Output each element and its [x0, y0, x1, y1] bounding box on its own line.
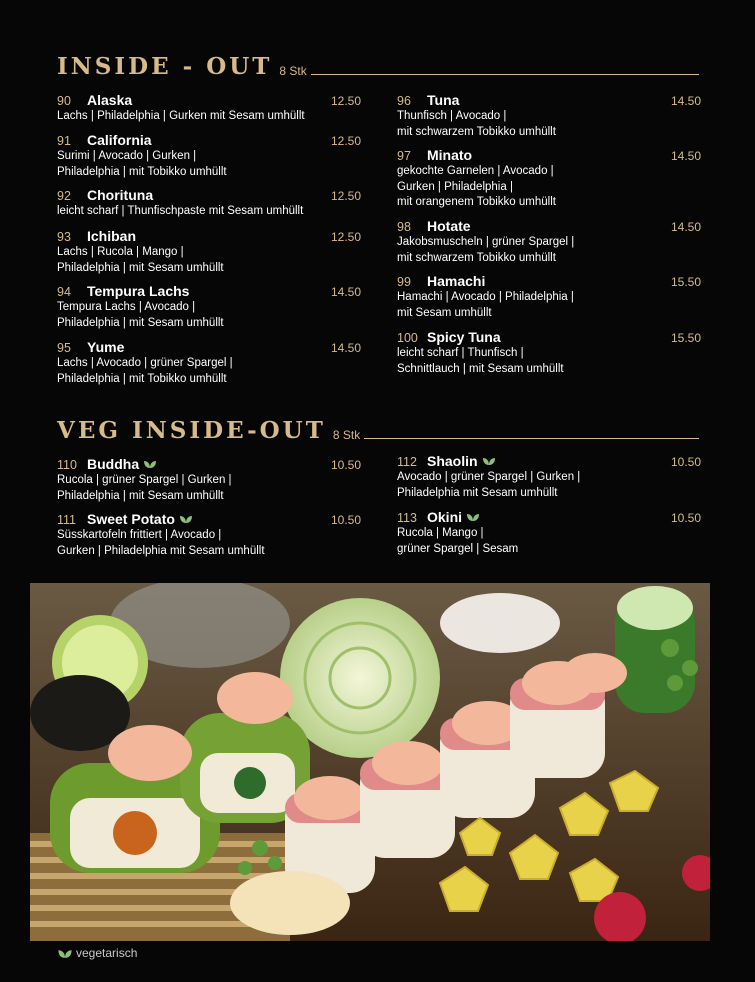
legend [57, 946, 137, 960]
item-description: Lachs | Philadelphia | Gurken mit Sesam umhüllt [57, 110, 305, 122]
item-description: Avocado | grüner Spargel | Gurken | Philadelphia mit Sesam umhüllt [397, 471, 581, 499]
item-description: Rucola | Mango | grüner Spargel | Sesam [397, 527, 519, 555]
item-name: Spicy Tuna [427, 329, 501, 345]
item-number: 98 [397, 220, 411, 234]
section-subtitle: 8 Stk [332, 428, 361, 442]
sushi-photo-illustration [30, 583, 710, 941]
item-price: 14.50 [330, 285, 361, 299]
item-price: 10.50 [330, 513, 361, 527]
item-name: Okini [427, 509, 463, 525]
menu-item [397, 329, 701, 377]
menu-item [397, 453, 701, 501]
item-price: 14.50 [670, 94, 701, 108]
menu-item [57, 339, 361, 387]
item-description: Süsskartofeln frittiert | Avocado | Gurken | Philadelphia mit Sesam umhüllt [57, 529, 265, 557]
item-description: Thunfisch | Avocado | mit schwarzem Tobikko umhüllt [397, 110, 556, 138]
item-name: Shaolin [427, 453, 478, 469]
section-header-inside-out [57, 55, 699, 78]
item-description: Hamachi | Avocado | Philadelphia | mit Sesam umhüllt [397, 291, 574, 319]
item-number: 96 [397, 94, 411, 108]
item-number: 111 [57, 513, 77, 527]
item-price: 12.50 [330, 189, 361, 203]
item-name: Hamachi [427, 273, 486, 289]
item-name: Chorituna [87, 187, 154, 203]
leaf-icon [57, 948, 73, 959]
item-price: 10.50 [670, 511, 701, 525]
item-price: 10.50 [670, 455, 701, 469]
item-name: Tuna [427, 92, 460, 108]
item-description: leicht scharf | Thunfisch | Schnittlauch | mit Sesam umhüllt [397, 347, 564, 375]
item-number: 97 [397, 149, 411, 163]
item-description: Surimi | Avocado | Gurken | Philadelphia | mit Tobikko umhüllt [57, 150, 227, 178]
item-name: California [87, 132, 152, 148]
item-price: 15.50 [670, 275, 701, 289]
item-description: Tempura Lachs | Avocado | Philadelphia | mit Sesam umhüllt [57, 301, 224, 329]
menu-item [397, 147, 701, 211]
item-number: 110 [57, 458, 77, 472]
item-name: Sweet Potato [87, 511, 175, 527]
item-number: 113 [397, 511, 417, 525]
item-name: Hotate [427, 218, 471, 234]
section-header-veg-inside-out [57, 419, 699, 442]
item-name: Minato [427, 147, 473, 163]
item-price: 12.50 [330, 230, 361, 244]
item-name: Tempura Lachs [87, 283, 190, 299]
item-description: gekochte Garnelen | Avocado | Gurken | Philadelphia | mit orangenem Tobikko umhüllt [397, 165, 556, 208]
menu-item [57, 456, 361, 504]
menu-item [397, 218, 701, 266]
item-number: 92 [57, 189, 71, 203]
menu-item [57, 511, 361, 559]
item-price: 12.50 [330, 94, 361, 108]
menu-item [397, 92, 701, 140]
section-title: INSIDE - OUT [57, 53, 273, 80]
menu-item [397, 273, 701, 321]
menu-item [57, 228, 361, 276]
menu-item [397, 509, 701, 557]
item-number: 90 [57, 94, 71, 108]
item-number: 94 [57, 285, 71, 299]
sushi-photo [30, 583, 710, 941]
item-price: 14.50 [330, 341, 361, 355]
item-name: Buddha [87, 456, 140, 472]
item-number: 95 [57, 341, 71, 355]
item-number: 99 [397, 275, 411, 289]
divider [364, 438, 699, 439]
menu-item [57, 187, 361, 220]
item-price: 14.50 [670, 220, 701, 234]
section-title: VEG INSIDE-OUT [57, 417, 326, 444]
item-description: Rucola | grüner Spargel | Gurken | Philadelphia | mit Sesam umhüllt [57, 474, 232, 502]
item-description: Jakobsmuscheln | grüner Spargel | mit schwarzem Tobikko umhüllt [397, 236, 575, 264]
item-number: 93 [57, 230, 71, 244]
item-name: Alaska [87, 92, 133, 108]
leaf-icon [466, 512, 480, 522]
menu-item [57, 283, 361, 331]
menu-item [57, 92, 361, 125]
item-price: 15.50 [670, 331, 701, 345]
legend-label: vegetarisch [76, 946, 138, 960]
item-description: Lachs | Rucola | Mango | Philadelphia | mit Sesam umhüllt [57, 246, 224, 274]
leaf-icon [179, 514, 193, 524]
item-price: 14.50 [670, 149, 701, 163]
item-number: 112 [397, 455, 417, 469]
leaf-icon [143, 459, 157, 469]
item-price: 10.50 [330, 458, 361, 472]
item-price: 12.50 [330, 134, 361, 148]
section-subtitle: 8 Stk [279, 64, 307, 78]
item-name: Yume [87, 339, 125, 355]
item-name: Ichiban [87, 228, 137, 244]
item-description: leicht scharf | Thunfischpaste mit Sesam umhüllt [57, 205, 304, 217]
item-description: Lachs | Avocado | grüner Spargel | Philadelphia | mit Tobikko umhüllt [57, 357, 233, 385]
divider [311, 74, 699, 75]
menu-item [57, 132, 361, 180]
leaf-icon [482, 456, 496, 466]
item-number: 91 [57, 134, 71, 148]
item-number: 100 [397, 331, 418, 345]
